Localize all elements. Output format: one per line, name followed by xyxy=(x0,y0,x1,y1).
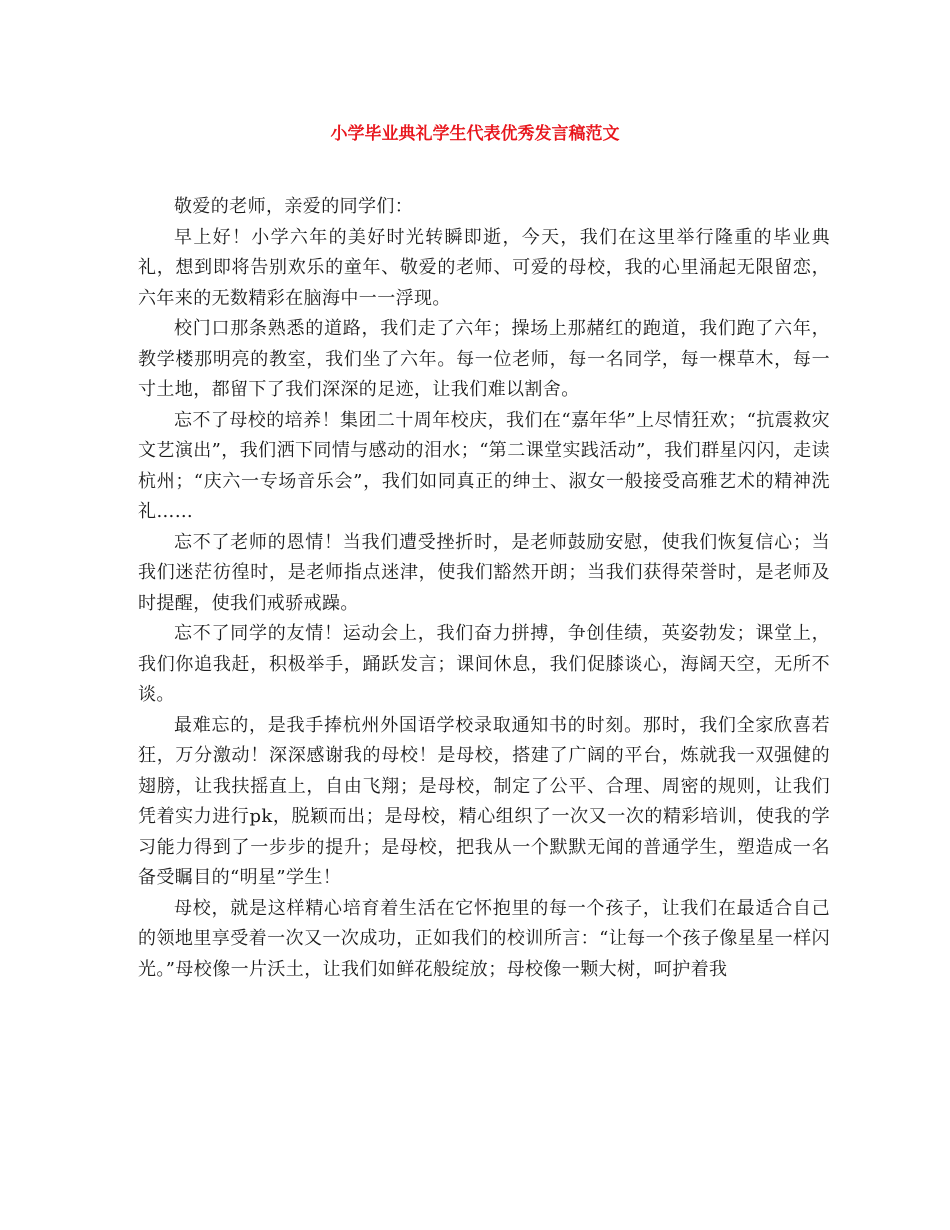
document-body xyxy=(138,192,830,985)
body-paragraph: 最难忘的，是我手捧杭州外国语学校录取通知书的时刻。那时，我们全家欣喜若狂，万分激动！深深感谢我的母校！是母校，搭建了广阔的平台，炼就我一双强健的翅膀，让我扶摇直上，自由飞翔；是母校，制定了公平、合理、周密的规则，让我们凭着实力进行pk，脱颖而出；是母校，精心组织了一次又一次的精彩培训，使我的学习能力得到了一步步的提升；是母校，把我从一个默默无闻的普通学生，塑造成一名备受瞩目的“明星”学生！ xyxy=(138,714,830,888)
body-paragraph: 忘不了同学的友情！运动会上，我们奋力拼搏，争创佳绩，英姿勃发；课堂上，我们你追我赶，积极举手，踊跃发言；课间休息，我们促膝谈心，海阔天空，无所不谈。 xyxy=(138,623,830,705)
document-title: 小学毕业典礼学生代表优秀发言稿范文 xyxy=(330,124,620,144)
body-paragraph: 校门口那条熟悉的道路，我们走了六年；操场上那赭红的跑道，我们跑了六年，教学楼那明亮的教室，我们坐了六年。每一位老师，每一名同学，每一棵草木，每一寸土地，都留下了我们深深的足迹，让我们难以割舍。 xyxy=(138,318,830,400)
salutation-paragraph: 敬爱的老师，亲爱的同学们： xyxy=(174,196,414,217)
body-paragraph: 早上好！小学六年的美好时光转瞬即逝，今天，我们在这里举行隆重的毕业典礼，想到即将告别欢乐的童年、敬爱的老师、可爱的母校，我的心里涌起无限留恋，六年来的无数精彩在脑海中一一浮现。 xyxy=(138,226,830,309)
body-paragraph: 母校，就是这样精心培育着生活在它怀抱里的每一个孩子，让我们在最适合自己的领地里享受着一次又一次成功，正如我们的校训所言：“让每一个孩子像星星一样闪光。”母校像一片沃土，让我们如鲜花般绽放；母校像一颗大树，呵护着我 xyxy=(138,897,830,980)
body-paragraph: 忘不了老师的恩情！当我们遭受挫折时，是老师鼓励安慰，使我们恢复信心；当我们迷茫彷徨时，是老师指点迷津，使我们豁然开朗；当我们获得荣誉时，是老师及时提醒，使我们戒骄戒躁。 xyxy=(138,531,830,614)
body-paragraph: 忘不了母校的培养！集团二十周年校庆，我们在“嘉年华”上尽情狂欢；“抗震救灾文艺演出”，我们洒下同情与感动的泪水；“第二课堂实践活动”，我们群星闪闪，走读杭州；“庆六一专场音乐会”，我们如同真正的绅士、淑女一般接受高雅艺术的精神洗礼…… xyxy=(138,409,830,522)
